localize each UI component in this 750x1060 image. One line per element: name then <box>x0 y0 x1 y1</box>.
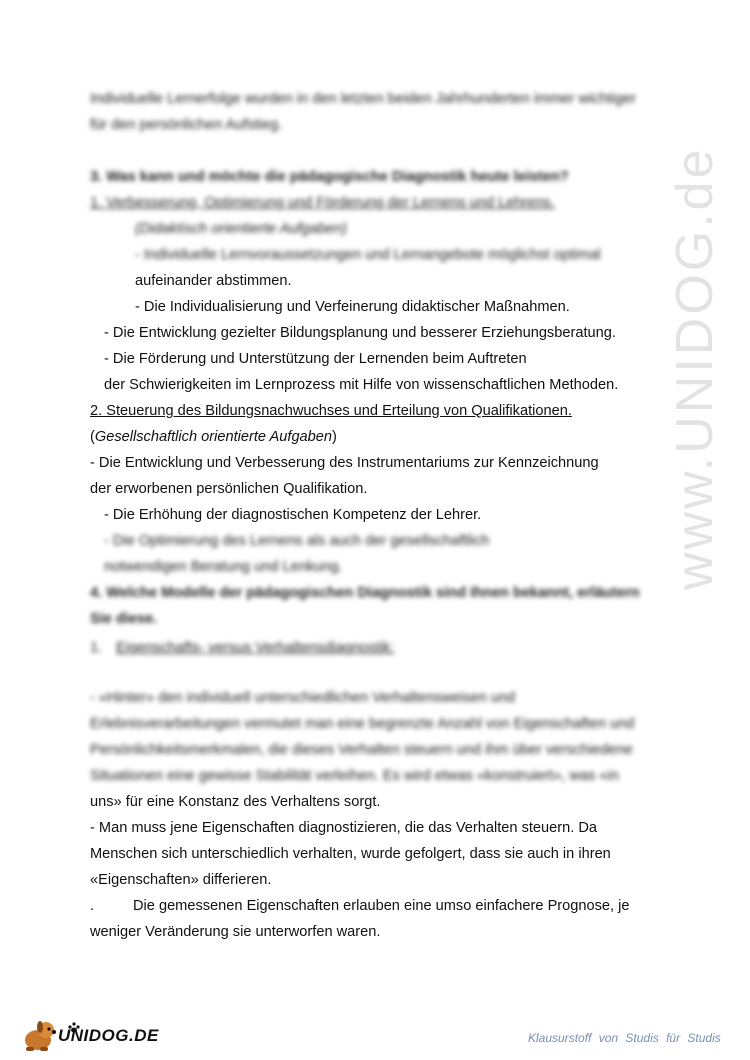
text-line: Individuelle Lernerfolge wurden in den letzten beiden Jahrhunderten immer wichtiger <box>90 91 636 107</box>
text-line: für den persönlichen Aufstieg. <box>90 117 283 133</box>
text-line: weniger Veränderung sie unterworfen waren. <box>90 924 381 940</box>
subheading: Eigenschafts- versus Verhaltensdiagnostik: <box>116 640 395 656</box>
text-line: «Eigenschaften» differieren. <box>90 872 272 888</box>
text-line: notwendigen Beratung und Lenkung. <box>104 559 343 575</box>
text-line: (Gesellschaftlich orientierte Aufgaben) <box>90 429 337 445</box>
text-line: uns» für eine Konstanz des Verhaltens sorgt. <box>90 794 381 810</box>
text-line: der erworbenen persönlichen Qualifikation. <box>90 481 368 497</box>
text-line: - Die Erhöhung der diagnostischen Kompetenz der Lehrer. <box>104 507 482 523</box>
watermark: www.UNIDOG.de <box>666 146 724 590</box>
logo-text: UNIDOG.DE <box>58 1026 159 1045</box>
italic-text: Gesellschaftlich orientierte Aufgaben <box>94 429 333 445</box>
text-line: Persönlichkeitsmerkmalen, die dieses Verhalten steuern und ihm über verschiedene <box>90 742 633 758</box>
text-line: aufeinander abstimmen. <box>135 273 292 289</box>
text-line: - Die Entwicklung gezielter Bildungsplanung und besserer Erziehungsberatung. <box>104 325 616 341</box>
text-line: Erlebnisverarbeitungen vermutet man eine begrenzte Anzahl von Eigenschaften und <box>90 716 635 732</box>
text-line: - Man muss jene Eigenschaften diagnostizieren, die das Verhalten steuern. Da <box>90 820 598 836</box>
section-heading-3: 3. Was kann und möchte die pädagogische Diagnostik heute leisten? <box>90 169 569 185</box>
subheading: 2. Steuerung des Bildungsnachwuchses und Erteilung von Qualifikationen. <box>90 403 572 419</box>
text-line: - Die Individualisierung und Verfeinerung didaktischer Maßnahmen. <box>135 299 570 315</box>
section-heading-4: 4. Welche Modelle der pädagogischen Diagnostik sind Ihnen bekannt, erläutern <box>90 585 640 601</box>
text-line: - Die Entwicklung und Verbesserung des Instrumentariums zur Kennzeichnung <box>90 455 599 471</box>
text-line: Situationen eine gewisse Stabilität verleihen. Es wird etwas «konstruiert», was «in <box>90 768 619 784</box>
text-line: - «Hinter» den individuell unterschiedlichen Verhaltensweisen und <box>90 690 516 706</box>
text-line: Menschen sich unterschiedlich verhalten, wurde gefolgert, dass sie auch in ihren <box>90 846 611 862</box>
text-line: - Die Förderung und Unterstützung der Lernenden beim Auftreten <box>104 351 527 367</box>
footer-slogan: Klausurstoff von Studis für Studis <box>528 1031 721 1045</box>
subheading: 1. Verbesserung, Optimierung und Förderung der Lernens und Lehrens. <box>90 195 555 211</box>
list-number: 1. <box>90 640 103 656</box>
text-line: der Schwierigkeiten im Lernprozess mit Hilfe von wissenschaftlichen Methoden. <box>104 377 619 393</box>
text-line: Die gemessenen Eigenschaften erlauben eine umso einfachere Prognose, je <box>133 898 630 914</box>
text-line: - Individuelle Lernvoraussetzungen und Lernangebote möglichst optimal <box>135 247 601 263</box>
bullet-dot: . <box>90 898 95 914</box>
text-line: - Die Optimierung des Lernens als auch der gesellschaftlich <box>104 533 490 549</box>
section-heading-4-cont: Sie diese. <box>90 611 158 627</box>
text-line: (Didaktisch orientierte Aufgaben) <box>135 221 347 237</box>
